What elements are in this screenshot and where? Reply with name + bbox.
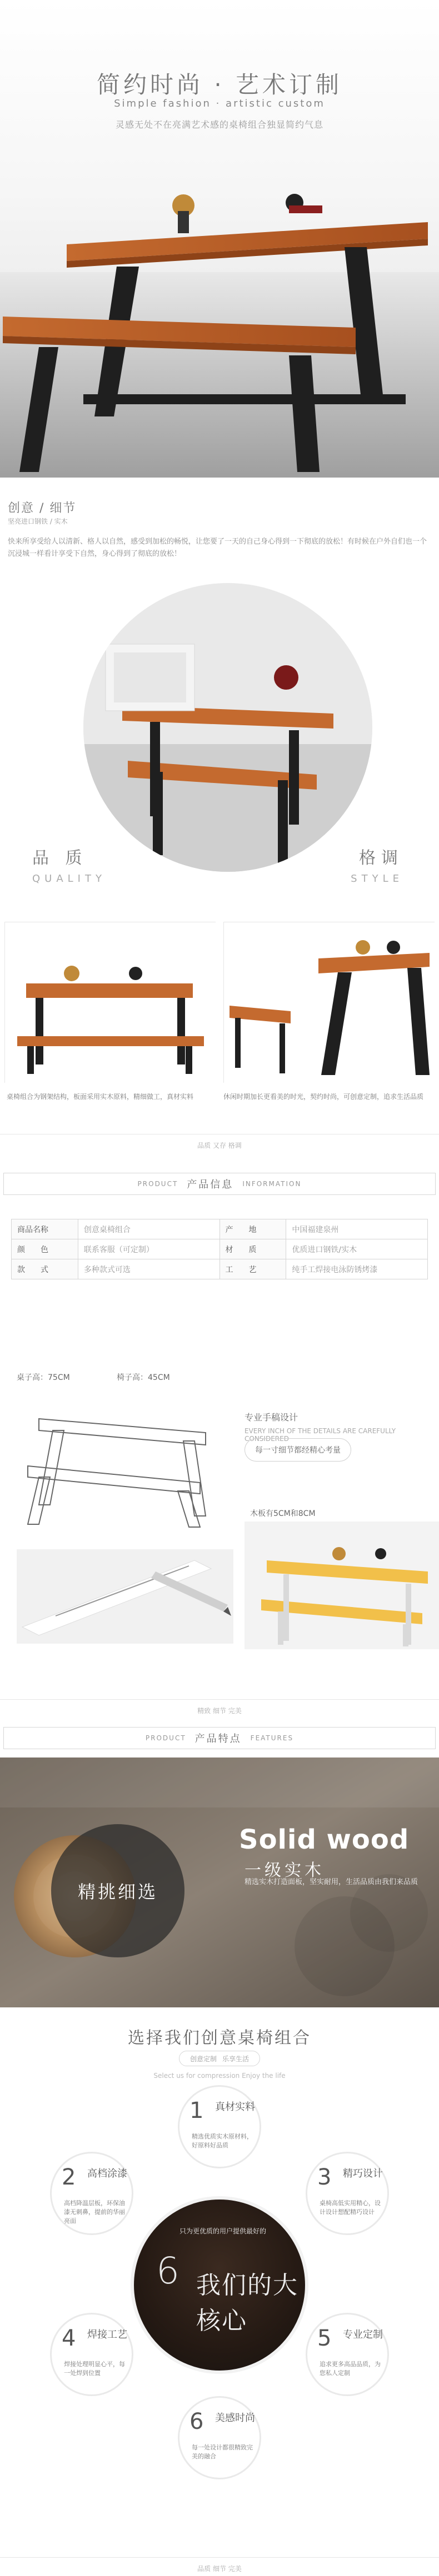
gallery-note: 品质 又存 格调 (197, 1142, 242, 1149)
info-value: 中国福建泉州 (286, 1219, 428, 1239)
core-item (50, 2313, 133, 2396)
core-item-title: 真材实料 (215, 2101, 255, 2113)
solid-wood-cn: 一级实木 (245, 1861, 325, 1880)
core-number: 6 (156, 2249, 179, 2292)
product-info-table (11, 1219, 428, 1279)
core-item-title: 美感时尚 (215, 2412, 255, 2424)
info-value: 创意桌椅组合 (78, 1219, 219, 1239)
design-title: 专业手稿设计 (245, 1412, 298, 1423)
core-item-title: 焊接工艺 (87, 2329, 127, 2341)
gallery-photo-left (4, 922, 216, 1083)
gallery-photo-right (223, 922, 435, 1083)
features-en-right: FEATURES (250, 1734, 294, 1742)
features-en-left: PRODUCT (145, 1734, 186, 1742)
details-circle-photo (83, 583, 372, 872)
hero-section (0, 0, 439, 478)
design-slogan: 每一寸细节都经精心考量 (245, 1438, 351, 1462)
hero-description: 灵感无处不在亮满艺术感的桌椅组合独显简约气息 (115, 119, 323, 130)
details-section (0, 478, 439, 922)
solid-wood-title: Solid wood (239, 1824, 410, 1855)
gallery-right-image (224, 922, 435, 1083)
info-value: 多种款式可选 (78, 1259, 219, 1279)
core-item-title: 专业定制 (343, 2329, 383, 2341)
info-note: 精致 细节 完美 (197, 1707, 242, 1715)
solid-wood-desc: 精选实木打造面板，坚实耐用，生活品质由我们来品质 (245, 1878, 418, 1886)
core-title: 我们的大核心 (196, 2271, 298, 2335)
hero-product-photo (0, 183, 439, 478)
solid-wood-section (0, 1757, 439, 2007)
core-item-title: 高档涂漆 (87, 2168, 127, 2180)
choose-pill-left: 创意定制 (189, 2055, 217, 2063)
table-height-label: 桌子高：75CM (17, 1373, 70, 1382)
hero-subtitle: Simple fashion · artistic custom (114, 98, 325, 109)
info-key: 工 艺 (219, 1259, 286, 1279)
core-item-desc: 焊接处理明显心平，每一处焊到位置 (64, 2361, 125, 2377)
style-subtitle: STYLE (351, 873, 403, 885)
design-english: EVERY INCH OF THE DETAILS ARE CAREFULLY CONSIDERED (245, 1427, 396, 1443)
product-features-bar (3, 1727, 436, 1749)
bench-height-label: 椅子高：45CM (117, 1373, 170, 1382)
choose-us-section (0, 2007, 439, 2576)
gallery-left-image (5, 922, 216, 1083)
info-key: 材 质 (219, 1239, 286, 1259)
choose-english: Select us for compression Enjoy the life (153, 2072, 286, 2080)
choose-pill (179, 2051, 260, 2066)
core-item (178, 2085, 261, 2168)
core-item (178, 2396, 261, 2479)
gallery-caption-left: 桌椅组合为钢架结构，板面采用实木原料，精细做工，真材实料 (7, 1093, 194, 1101)
choose-bottom-note: 品质 细节 完美 (197, 2565, 242, 2573)
dimensions-panel (11, 1372, 433, 1605)
core-item (306, 2313, 389, 2396)
select-badge: 精挑细选 (51, 1824, 184, 1957)
info-row (12, 1219, 428, 1239)
core-item (50, 2152, 133, 2235)
style-title: 格调 (359, 848, 403, 868)
dimension-sketch (17, 1394, 222, 1533)
core-item-number: 2 (62, 2165, 76, 2190)
divider-line (0, 2557, 439, 2558)
core-item-desc: 高档降温层板，环保油漆无刺鼻，提前的华丽亮面 (64, 2200, 125, 2225)
six-core-diagram (0, 2085, 439, 2507)
core-item-number: 3 (317, 2165, 332, 2190)
info-key: 颜 色 (12, 1239, 78, 1259)
info-value: 联系客服（可定制） (78, 1239, 219, 1259)
product-info-en-left: PRODUCT (137, 1180, 178, 1188)
divider-line (0, 1699, 439, 1700)
details-circle-image (83, 583, 372, 872)
core-item-number: 5 (317, 2326, 332, 2351)
product-info-title: 产品信息 (187, 1179, 234, 1191)
core-item-title: 精巧设计 (343, 2168, 383, 2180)
board-thickness: 木板有5CM和8CM (250, 1509, 316, 1518)
core-item-number: 6 (189, 2409, 204, 2434)
core-item-number: 1 (189, 2098, 204, 2123)
ruler-photo (17, 1549, 233, 1644)
info-key: 商品名称 (12, 1219, 78, 1239)
core-item-number: 4 (62, 2326, 76, 2351)
details-title: 创意 / 细节 (8, 501, 77, 515)
info-key: 款 式 (12, 1259, 78, 1279)
product-information-bar (3, 1173, 436, 1195)
core-circle (131, 2196, 308, 2374)
quality-title: 品 质 (32, 848, 88, 868)
core-small-text: 只为更优质的用户提供最好的 (179, 2227, 266, 2235)
choose-title: 选择我们创意桌椅组合 (128, 2028, 311, 2048)
core-item-desc: 追求更多高品品质，为您私人定制 (320, 2361, 381, 2377)
info-value: 优质进口钢铁/实木 (286, 1239, 428, 1259)
core-item-desc: 精选优质实木原材料，好原料好品质 (192, 2133, 253, 2149)
hero-title: 简约时尚 · 艺术订制 (96, 71, 343, 98)
product-info-en-right: INFORMATION (242, 1180, 302, 1188)
core-item-desc: 桌椅高低实用精心，设计设计想配精巧设计 (320, 2200, 381, 2216)
details-body: 快来所享受给人以清新、格人以自然，感受到加松的畅悦，让您要了一天的自己身心得到一下彻底的放松！有时候在户外自们也一个沉浸城一样看计享受下自然，身心得到了彻底的放松！ (8, 538, 427, 558)
info-value: 纯手工焊接电泳防锈烤漆 (286, 1259, 428, 1279)
quality-subtitle: QUALITY (32, 873, 106, 885)
info-row (12, 1239, 428, 1259)
info-row (12, 1259, 428, 1279)
details-subtitle: 坚亮进口钢铁 / 实木 (8, 518, 68, 525)
info-key: 产 地 (219, 1219, 286, 1239)
features-title: 产品特点 (194, 1733, 242, 1745)
gallery-section (0, 922, 439, 1133)
core-item-desc: 每一处设计都很精致完美的融合 (192, 2444, 253, 2460)
choose-pill-right: 乐享生活 (222, 2055, 250, 2063)
gallery-caption-right: 休闲时期加长更看美的时光，契约时尚，可创意定制，追求生活品质 (223, 1093, 424, 1101)
core-item (306, 2152, 389, 2235)
yellow-table-photo (245, 1522, 439, 1649)
